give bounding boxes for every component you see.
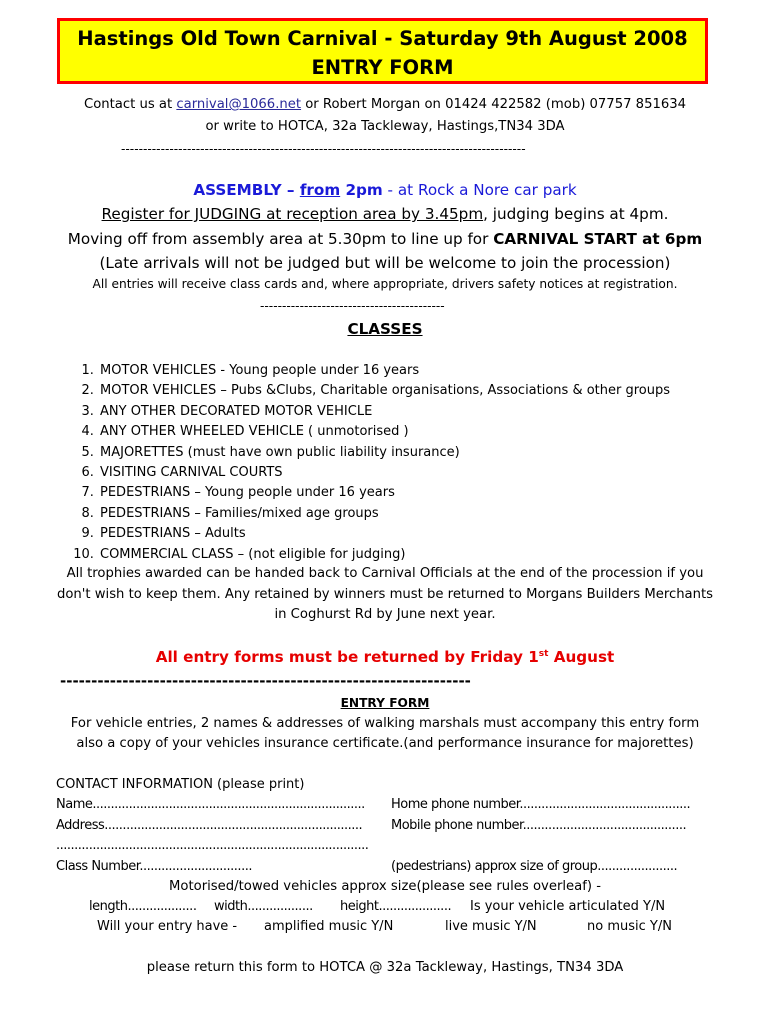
name-field[interactable]: Name........................................................................... bbox=[56, 797, 365, 812]
entry-form-heading: ENTRY FORM bbox=[340, 696, 430, 710]
list-item: 6. VISITING CARNIVAL COURTS bbox=[98, 463, 670, 483]
list-item: 5. MAJORETTES (must have own public liability insurance) bbox=[98, 443, 670, 463]
page-subtitle: ENTRY FORM bbox=[311, 56, 454, 79]
list-item: 4. ANY OTHER WHEELED VEHICLE ( unmotorised ) bbox=[98, 422, 670, 442]
divider: ------------------------------------------------------------------ bbox=[60, 672, 471, 690]
width-field[interactable]: width.................. bbox=[214, 899, 313, 914]
moving-line: Moving off from assembly area at 5.30pm to line up for CARNIVAL START at 6pm bbox=[67, 230, 703, 248]
live-music-option[interactable]: live music Y/N bbox=[445, 919, 537, 934]
divider: -------------------------------------------------------------------------------------------- bbox=[121, 142, 526, 156]
list-item: 8. PEDESTRIANS – Families/mixed age groups bbox=[98, 504, 670, 524]
deadline-notice: All entry forms must be returned by Friday 1st August bbox=[155, 648, 615, 666]
contact-line: Contact us at carnival@1066.net or Robert Morgan on 01424 422582 (mob) 07757 851634 bbox=[83, 97, 687, 112]
group-size-field[interactable]: (pedestrians) approx size of group...................... bbox=[391, 859, 678, 874]
trophies-text: in Coghurst Rd by June next year. bbox=[274, 607, 496, 622]
assembly-line: ASSEMBLY – from 2pm - at Rock a Nore car park bbox=[193, 181, 577, 199]
class-number-field[interactable]: Class Number............................... bbox=[56, 859, 252, 874]
address-line: or write to HOTCA, 32a Tackleway, Hastings,TN34 3DA bbox=[205, 119, 565, 134]
title-banner bbox=[57, 18, 708, 84]
list-item: 3. ANY OTHER DECORATED MOTOR VEHICLE bbox=[98, 402, 670, 422]
articulated-field[interactable]: Is your vehicle articulated Y/N bbox=[470, 899, 666, 914]
list-item: 1. MOTOR VEHICLES - Young people under 16 years bbox=[98, 361, 670, 381]
mobile-phone-field[interactable]: Mobile phone number............................................. bbox=[391, 818, 687, 833]
entry-form-instructions: also a copy of your vehicles insurance certificate.(and performance insurance for majorettes) bbox=[76, 736, 694, 751]
contact-info-heading: CONTACT INFORMATION (please print) bbox=[56, 777, 305, 792]
trophies-text: don't wish to keep them. Any retained by winners must be returned to Morgans Builders Merchants bbox=[56, 587, 714, 602]
amplified-music-option[interactable]: amplified music Y/N bbox=[264, 919, 394, 934]
address-field[interactable]: Address....................................................................... bbox=[56, 818, 363, 833]
entries-note: All entries will receive class cards and, where appropriate, drivers safety notices at registration. bbox=[92, 277, 678, 291]
address-field-continued[interactable]: ...................................................................................... bbox=[56, 838, 369, 853]
classes-list bbox=[56, 361, 670, 565]
email-link[interactable]: carnival@1066.net bbox=[176, 97, 302, 112]
page-title: Hastings Old Town Carnival - Saturday 9th August 2008 bbox=[77, 27, 688, 50]
classes-heading: CLASSES bbox=[347, 320, 423, 338]
length-field[interactable]: length................... bbox=[89, 899, 197, 914]
list-item: 10. COMMERCIAL CLASS – (not eligible for judging) bbox=[98, 545, 670, 565]
divider: ------------------------------------------ bbox=[260, 299, 445, 313]
judging-line: Register for JUDGING at reception area by 3.45pm, judging begins at 4pm. bbox=[101, 205, 669, 223]
late-arrivals-line: (Late arrivals will not be judged but will be welcome to join the procession) bbox=[99, 254, 671, 272]
list-item: 9. PEDESTRIANS – Adults bbox=[98, 524, 670, 544]
no-music-option[interactable]: no music Y/N bbox=[587, 919, 672, 934]
list-item: 2. MOTOR VEHICLES – Pubs &Clubs, Charitable organisations, Associations & other groups bbox=[98, 381, 670, 401]
music-label: Will your entry have - bbox=[97, 919, 238, 934]
entry-form-instructions: For vehicle entries, 2 names & addresses of walking marshals must accompany this entry form bbox=[70, 716, 700, 731]
home-phone-field[interactable]: Home phone number............................................... bbox=[391, 797, 691, 812]
height-field[interactable]: height.................... bbox=[340, 899, 452, 914]
vehicle-size-label: Motorised/towed vehicles approx size(please see rules overleaf) - bbox=[169, 879, 601, 894]
list-item: 7. PEDESTRIANS – Young people under 16 years bbox=[98, 483, 670, 503]
return-address: please return this form to HOTCA @ 32a Tackleway, Hastings, TN34 3DA bbox=[146, 960, 624, 975]
trophies-text: All trophies awarded can be handed back to Carnival Officials at the end of the procession if you bbox=[66, 566, 704, 581]
